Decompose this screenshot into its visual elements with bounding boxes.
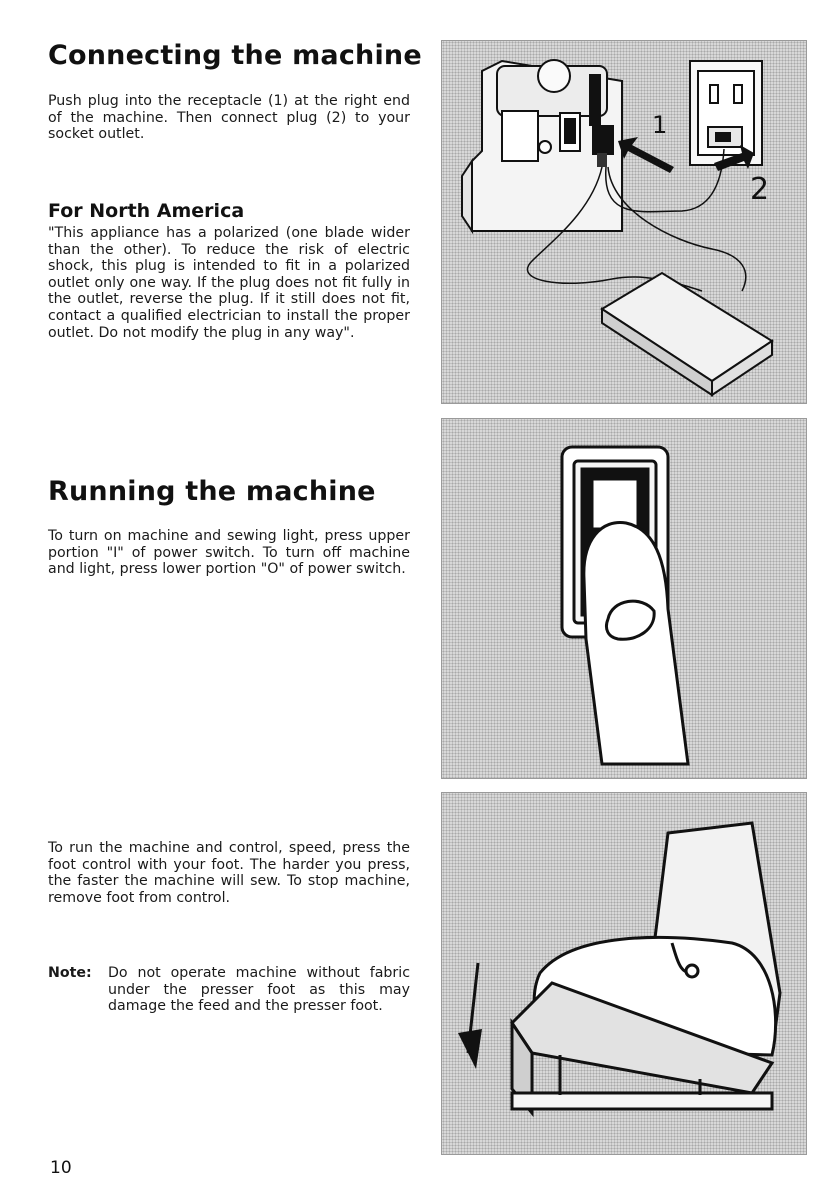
finger-icon <box>584 522 688 764</box>
foot-control-paragraph: To run the machine and control, speed, press the foot control with your foot. The harder you press, the faster the machine will sew. To stop machine, remove foot from control. <box>48 840 410 906</box>
running-paragraph: To turn on machine and sewing light, press upper portion "I" of power switch. To turn off machine and light, press lower portion "O" of power switch. <box>48 528 410 578</box>
callout-1-label: 1 <box>652 111 668 139</box>
wall-outlet-icon <box>690 61 762 165</box>
press-arrow-icon <box>458 963 482 1069</box>
note-label: Note: <box>48 965 92 981</box>
figure-power-switch <box>441 418 807 779</box>
section-title-running: Running the machine <box>48 476 376 507</box>
connecting-paragraph: Push plug into the receptacle (1) at the right end of the machine. Then connect plug (2) to your socket outlet. <box>48 93 410 143</box>
north-america-paragraph: "This appliance has a polarized (one blade wider than the other). To reduce the risk of electric shock, this plug is intended to fit in a polarized outlet only one way. If the plug does not fit fully in the outlet, reverse the plug. If it still does not fit, contact a qualified electrician to install the proper outlet. Do not modify the plug in any way". <box>48 225 410 341</box>
section-title-connecting: Connecting the machine <box>48 40 422 71</box>
callout-2-label: 2 <box>750 172 770 207</box>
subheading-north-america: For North America <box>48 200 245 222</box>
page-number: 10 <box>50 1158 72 1178</box>
power-switch-illustration <box>442 419 806 778</box>
foot-control-icon <box>602 273 772 395</box>
connection-illustration <box>442 41 806 403</box>
figure-connection <box>441 40 807 404</box>
note-text: Do not operate machine without fabric under the presser foot as this may damage the feed and the presser foot. <box>108 965 410 1015</box>
foot-control-illustration <box>442 793 806 1154</box>
figure-foot-control <box>441 792 807 1155</box>
